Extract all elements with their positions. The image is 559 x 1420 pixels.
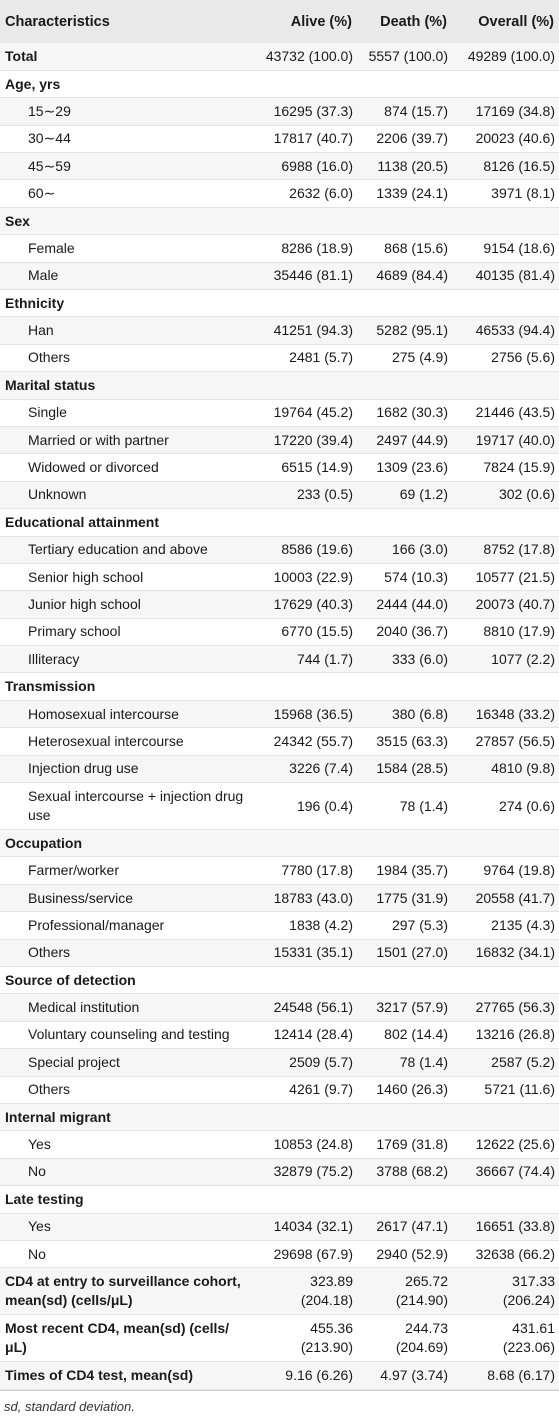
cell-alive: 10853 (24.8) (273, 1136, 353, 1153)
cell-alive: 14034 (32.1) (273, 1218, 353, 1235)
group-label: CD4 at entry to surveillance cohort, mean(sd) (cells/μL) (5, 1273, 241, 1309)
row-label: Illiteracy (28, 650, 80, 667)
row-label: No (28, 1163, 46, 1180)
cell-overall: 21446 (43.5) (475, 404, 555, 421)
cell-death: 2444 (44.0) (376, 596, 448, 612)
cell-alive: 17629 (40.3) (273, 596, 353, 612)
table-row (0, 939, 559, 966)
table-row (0, 618, 559, 645)
table-row (0, 646, 559, 673)
cell-alive (248, 1103, 357, 1130)
row-label: Special project (28, 1053, 120, 1070)
cell-overall: 49289 (100.0) (467, 47, 555, 64)
cell-alive: 6515 (14.9) (281, 459, 353, 476)
table-row-group (0, 1186, 559, 1213)
row-label: Sexual intercourse + injection drug use (28, 788, 244, 824)
table-row-group (0, 967, 559, 994)
cell-death (357, 207, 452, 234)
cell-alive-sd: (204.18) (300, 1292, 353, 1309)
cell-death: 3788 (68.2) (376, 1163, 448, 1180)
cell-alive: 18783 (43.0) (273, 889, 353, 906)
group-label: Marital status (5, 376, 96, 393)
cell-alive: 17220 (39.4) (273, 431, 353, 448)
table-row (0, 426, 559, 453)
footnote-divider (0, 1390, 559, 1391)
cell-overall: 7824 (15.9) (483, 459, 555, 476)
table-body (0, 43, 559, 1389)
table-row (0, 1021, 559, 1048)
table-row (0, 1131, 559, 1158)
cell-death (357, 509, 452, 536)
group-label: Ethnicity (5, 294, 65, 311)
cell-overall: 8810 (17.9) (483, 623, 555, 640)
footnote: sd, standard deviation. (4, 1399, 135, 1414)
table-row (0, 1049, 559, 1076)
cell-death (357, 1103, 452, 1130)
cell-overall: 1077 (2.2) (491, 650, 555, 667)
cell-death: 1309 (23.6) (376, 459, 448, 476)
cell-overall: 10577 (21.5) (475, 568, 555, 585)
cell-alive: 1838 (4.2) (289, 916, 353, 933)
cell-alive: 12414 (28.4) (273, 1026, 353, 1043)
cell-death: 1775 (31.9) (376, 889, 448, 906)
table-row (0, 728, 559, 755)
row-label: Heterosexual intercourse (28, 732, 184, 749)
cell-alive: 6770 (15.5) (281, 623, 353, 640)
cell-death (357, 673, 452, 700)
row-label: Homosexual intercourse (28, 705, 179, 722)
cell-overall: 46533 (94.4) (475, 322, 555, 339)
table-row (0, 783, 559, 830)
cell-alive (248, 830, 357, 857)
row-label: 60∼ (28, 185, 56, 202)
table-row (0, 1213, 559, 1240)
cell-overall (452, 1268, 559, 1315)
row-label: Farmer/worker (28, 862, 120, 879)
cell-overall: 20023 (40.6) (475, 130, 555, 147)
table-row-group (0, 372, 559, 399)
cell-overall: 36667 (74.4) (475, 1163, 555, 1180)
cell-overall: 9764 (19.8) (483, 862, 555, 879)
table-row-group (0, 673, 559, 700)
cell-alive (248, 1186, 357, 1213)
row-label: Professional/manager (28, 916, 165, 933)
table-row (0, 755, 559, 782)
cell-alive (248, 673, 357, 700)
header-row (0, 0, 559, 43)
row-label: Others (28, 349, 71, 366)
cell-overall-sd: (223.06) (502, 1339, 555, 1356)
cell-death-mean: 244.73 (405, 1320, 448, 1337)
row-label: No (28, 1245, 46, 1262)
cell-overall (452, 830, 559, 857)
cell-overall: 17169 (34.8) (475, 102, 555, 119)
cell-alive: 15331 (35.1) (273, 944, 353, 961)
cell-overall (452, 673, 559, 700)
table-row (0, 481, 559, 508)
table-row-group (0, 1268, 559, 1315)
row-label: Primary school (28, 623, 121, 640)
table-row-group (0, 290, 559, 317)
cell-alive: 2632 (6.0) (289, 185, 353, 202)
cell-death: 3217 (57.9) (376, 999, 448, 1016)
table-row (0, 563, 559, 590)
row-label: Yes (28, 1136, 51, 1153)
table-row (0, 536, 559, 563)
table-row (0, 1158, 559, 1185)
cell-overall (452, 1315, 559, 1362)
group-label: Transmission (5, 678, 96, 695)
cell-death: 3515 (63.3) (376, 732, 448, 749)
cell-death: 333 (6.0) (391, 650, 448, 667)
cell-death: 2497 (44.9) (376, 431, 448, 448)
row-label: Senior high school (28, 568, 144, 585)
group-label: Sex (5, 212, 30, 229)
cell-death: 380 (6.8) (391, 705, 448, 722)
table-row (0, 884, 559, 911)
cell-alive: 17817 (40.7) (273, 130, 353, 147)
table-row (0, 857, 559, 884)
cell-alive: 8286 (18.9) (281, 239, 353, 256)
cell-alive: 2509 (5.7) (289, 1053, 353, 1070)
cell-overall (452, 70, 559, 97)
row-label: Single (28, 404, 67, 421)
cell-overall (452, 207, 559, 234)
cell-alive (248, 290, 357, 317)
cell-overall: 16348 (33.2) (475, 705, 555, 722)
cell-alive: 8586 (19.6) (281, 541, 353, 558)
cell-alive: 7780 (17.8) (281, 862, 353, 879)
cell-death: 1339 (24.1) (376, 185, 448, 202)
cell-overall: 40135 (81.4) (475, 267, 555, 284)
cell-alive: 41251 (94.3) (273, 322, 353, 339)
cell-overall: 16651 (33.8) (475, 1218, 555, 1235)
table-row (0, 912, 559, 939)
cell-death (357, 1315, 452, 1362)
table-row (0, 317, 559, 344)
cell-overall: 2135 (4.3) (491, 916, 555, 933)
group-label: Late testing (5, 1190, 84, 1207)
cell-overall (452, 1186, 559, 1213)
cell-death: 78 (1.4) (399, 1053, 448, 1070)
cell-overall: 19717 (40.0) (475, 431, 555, 448)
cell-death: 275 (4.9) (391, 349, 448, 366)
cell-death-sd: (204.69) (395, 1339, 448, 1356)
cell-alive: 2481 (5.7) (289, 349, 353, 366)
cell-overall: 5721 (11.6) (484, 1081, 555, 1098)
row-label: 30∼44 (28, 130, 71, 147)
cell-death: 1138 (20.5) (377, 157, 448, 174)
row-label: Others (28, 1081, 71, 1098)
cell-overall: 32638 (66.2) (475, 1245, 555, 1262)
cell-alive (248, 509, 357, 536)
cell-death (357, 1186, 452, 1213)
cell-alive-sd: (213.90) (300, 1339, 353, 1356)
group-label: Source of detection (5, 971, 136, 988)
row-label: Yes (28, 1218, 51, 1235)
row-label: Female (28, 239, 75, 256)
cell-alive: 16295 (37.3) (273, 102, 353, 119)
cell-alive (248, 207, 357, 234)
cell-alive: 29698 (67.9) (273, 1245, 353, 1262)
row-label: 45∼59 (28, 157, 71, 174)
cell-death (357, 1268, 452, 1315)
cell-death: 1682 (30.3) (376, 404, 448, 421)
table-row-group (0, 1103, 559, 1130)
cell-alive: 744 (1.7) (296, 650, 353, 667)
row-label: Male (28, 267, 59, 284)
cell-alive (248, 967, 357, 994)
cell-death: 1460 (26.3) (376, 1081, 448, 1098)
cell-alive: 43732 (100.0) (265, 47, 353, 64)
cell-overall: 8.68 (6.17) (487, 1366, 555, 1383)
cell-overall (452, 372, 559, 399)
cell-death (357, 70, 452, 97)
cell-death: 1584 (28.5) (376, 760, 448, 777)
table-row-group (0, 830, 559, 857)
cell-alive: 15968 (36.5) (273, 705, 353, 722)
cell-death: 2617 (47.1) (376, 1218, 448, 1235)
cell-overall: 274 (0.6) (498, 797, 555, 814)
cell-overall: 16832 (34.1) (475, 944, 555, 961)
row-label: 15∼29 (28, 102, 71, 119)
cell-alive: 24342 (55.7) (273, 732, 353, 749)
header-overall: Overall (%) (478, 13, 554, 30)
table-row (0, 454, 559, 481)
row-label: Medical institution (28, 999, 140, 1016)
cell-overall (452, 1103, 559, 1130)
cell-overall-mean: 317.33 (512, 1273, 555, 1290)
cell-overall: 27765 (56.3) (475, 999, 555, 1016)
cell-overall-sd: (206.24) (502, 1292, 555, 1309)
group-label: Total (5, 47, 38, 64)
cell-death: 4689 (84.4) (376, 267, 448, 284)
cell-overall: 2587 (5.2) (491, 1053, 555, 1070)
row-label: Injection drug use (28, 760, 139, 777)
row-label: Others (28, 944, 71, 961)
table-row (0, 98, 559, 125)
table-row (0, 125, 559, 152)
cell-death: 874 (15.7) (384, 102, 448, 119)
cell-alive: 19764 (45.2) (273, 404, 353, 421)
cell-death: 2040 (36.7) (376, 623, 448, 640)
row-label: Junior high school (28, 596, 141, 612)
table-row (0, 262, 559, 289)
cell-death: 4.97 (3.74) (380, 1366, 448, 1383)
cell-overall: 20558 (41.7) (475, 889, 555, 906)
cell-overall: 9154 (18.6) (483, 239, 555, 256)
cell-death: 5557 (100.0) (368, 47, 448, 64)
cell-alive (248, 372, 357, 399)
cell-death: 166 (3.0) (391, 541, 448, 558)
cell-alive: 6988 (16.0) (281, 157, 353, 174)
cell-overall: 4810 (9.8) (491, 760, 555, 777)
cell-overall: 2756 (5.6) (491, 349, 555, 366)
cell-death-sd: (214.90) (395, 1292, 448, 1309)
table-row (0, 344, 559, 371)
group-label: Most recent CD4, mean(sd) (cells/μL) (5, 1320, 230, 1356)
cell-alive-mean: 323.89 (310, 1273, 353, 1290)
header-death: Death (%) (380, 13, 447, 30)
cell-alive: 32879 (75.2) (273, 1163, 353, 1180)
group-label: Occupation (5, 834, 83, 851)
cell-death: 1769 (31.8) (376, 1136, 448, 1153)
table-header (0, 0, 559, 43)
cell-overall: 20073 (40.7) (475, 596, 555, 612)
table-row (0, 153, 559, 180)
group-label: Age, yrs (5, 75, 61, 92)
cell-alive: 10003 (22.9) (273, 568, 353, 585)
cell-overall: 27857 (56.5) (475, 732, 555, 749)
cell-overall: 13216 (26.8) (475, 1026, 555, 1043)
cell-alive: 9.16 (6.26) (285, 1366, 353, 1383)
cell-overall (452, 509, 559, 536)
table-row (0, 1240, 559, 1267)
table-row (0, 1076, 559, 1103)
cell-alive: 196 (0.4) (296, 797, 353, 814)
cell-overall: 12622 (25.6) (475, 1136, 555, 1153)
row-label: Han (28, 322, 54, 339)
cell-death (357, 290, 452, 317)
row-label: Married or with partner (28, 431, 169, 448)
cell-death: 5282 (95.1) (376, 322, 448, 339)
table-row-group (0, 1362, 559, 1389)
table-row (0, 235, 559, 262)
cell-alive (248, 1268, 357, 1315)
cell-alive-mean: 455.36 (310, 1320, 353, 1337)
group-label: Internal migrant (5, 1108, 111, 1125)
cell-alive (248, 70, 357, 97)
cell-overall: 302 (0.6) (498, 486, 555, 503)
cell-death (357, 830, 452, 857)
cell-alive (248, 1315, 357, 1362)
table-row-group (0, 70, 559, 97)
cell-death: 1501 (27.0) (376, 944, 448, 961)
row-label: Business/service (28, 889, 134, 906)
cell-death-mean: 265.72 (405, 1273, 448, 1290)
cell-death: 574 (10.3) (384, 568, 448, 585)
cell-alive: 24548 (56.1) (273, 999, 353, 1016)
cell-alive: 4261 (9.7) (289, 1081, 353, 1098)
table-row (0, 399, 559, 426)
cell-death: 2940 (52.9) (376, 1245, 448, 1262)
cell-death (357, 967, 452, 994)
group-label: Times of CD4 test, mean(sd) (5, 1366, 194, 1383)
cell-death: 78 (1.4) (399, 797, 448, 814)
table-row-group (0, 43, 559, 70)
cell-death (357, 372, 452, 399)
table-row (0, 700, 559, 727)
cell-overall: 3971 (8.1) (491, 185, 555, 202)
table-row-group (0, 1315, 559, 1362)
cell-overall (452, 967, 559, 994)
cell-death: 297 (5.3) (391, 916, 448, 933)
cell-alive: 233 (0.5) (296, 486, 353, 503)
cell-overall-mean: 431.61 (512, 1320, 555, 1337)
cell-overall (452, 290, 559, 317)
row-label: Unknown (28, 486, 87, 503)
row-label: Voluntary counseling and testing (28, 1026, 230, 1043)
cell-overall: 8126 (16.5) (483, 157, 555, 174)
table-row (0, 994, 559, 1021)
cell-death: 1984 (35.7) (376, 862, 448, 879)
cell-death: 69 (1.2) (399, 486, 448, 503)
header-alive: Alive (%) (290, 13, 352, 30)
cell-overall: 8752 (17.8) (483, 541, 555, 558)
row-label: Widowed or divorced (28, 459, 159, 476)
group-label: Educational attainment (5, 513, 160, 530)
table-row (0, 180, 559, 207)
cell-alive: 35446 (81.1) (273, 267, 353, 284)
row-label: Tertiary education and above (28, 541, 208, 558)
cell-death: 802 (14.4) (384, 1026, 448, 1043)
table-row-group (0, 207, 559, 234)
cell-death: 2206 (39.7) (376, 130, 448, 147)
cell-death: 868 (15.6) (384, 239, 448, 256)
cell-alive: 3226 (7.4) (289, 760, 353, 777)
table-row (0, 591, 559, 618)
table-row-group (0, 509, 559, 536)
header-characteristics: Characteristics (5, 13, 110, 30)
